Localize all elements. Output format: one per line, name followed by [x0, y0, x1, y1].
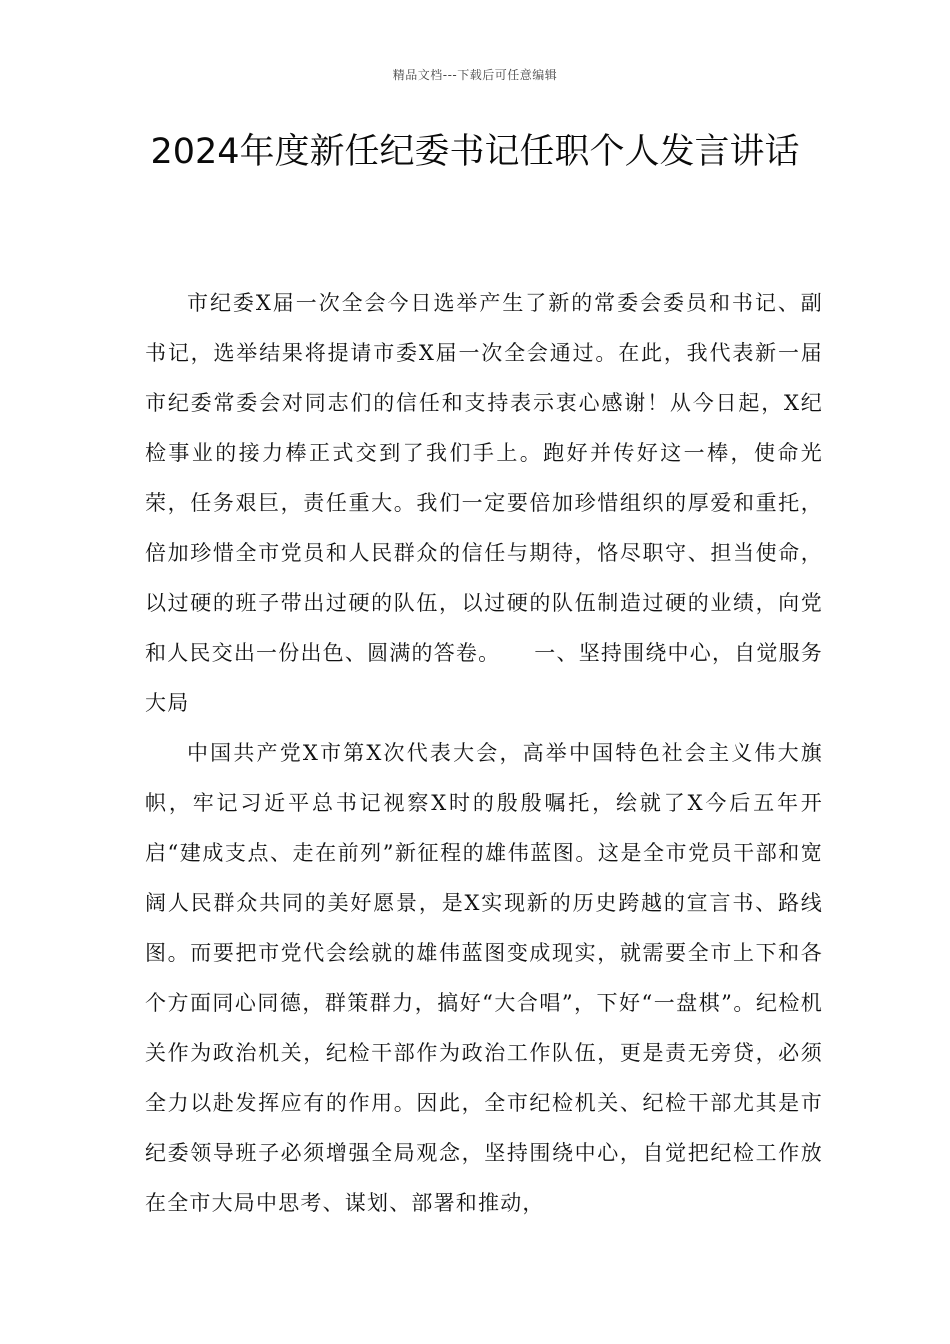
paragraph: 中国共产党X市第X次代表大会，高举中国特色社会主义伟大旗帜，牢记习近平总书记视察X时的殷殷嘱托，绘就了X今后五年开启“建成支点、走在前列”新征程的雄伟蓝图。这是全市党员干部和宽阔人民群众共同的美好愿景，是X实现新的历史跨越的宣言书、路线图。而要把市党代会绘就的雄伟蓝图变成现实，就需要全市上下和各个方面同心同德，群策群力，搞好“大合唱”，下好“一盘棋”。纪检机关作为政治机关，纪检干部作为政治工作队伍，更是责无旁贷，必须全力以赴发挥应有的作用。因此，全市纪检机关、纪检干部尤其是市纪委领导班子必须增强全局观念，坚持围绕中心，自觉把纪检工作放在全市大局中思考、谋划、部署和推动， [145, 741, 823, 1215]
document-title: 2024年度新任纪委书记任职个人发言讲话 [150, 132, 800, 172]
header-note: 精品文档---下载后可任意编辑 [392, 68, 558, 82]
document-body [145, 278, 823, 1228]
paragraph: 市纪委X届一次全会今日选举产生了新的常委会委员和书记、副书记，选举结果将提请市委X届一次全会通过。在此，我代表新一届市纪委常委会对同志们的信任和支持表示衷心感谢！从今日起，X纪检事业的接力棒正式交到了我们手上。跑好并传好这一棒，使命光荣，任务艰巨，责任重大。我们一定要倍加珍惜组织的厚爱和重托，倍加珍惜全市党员和人民群众的信任与期待，恪尽职守、担当使命，以过硬的班子带出过硬的队伍，以过硬的队伍制造过硬的业绩，向党和人民交出一份出色、圆满的答卷。 一、坚持围绕中心，自觉服务大局 [145, 291, 823, 715]
